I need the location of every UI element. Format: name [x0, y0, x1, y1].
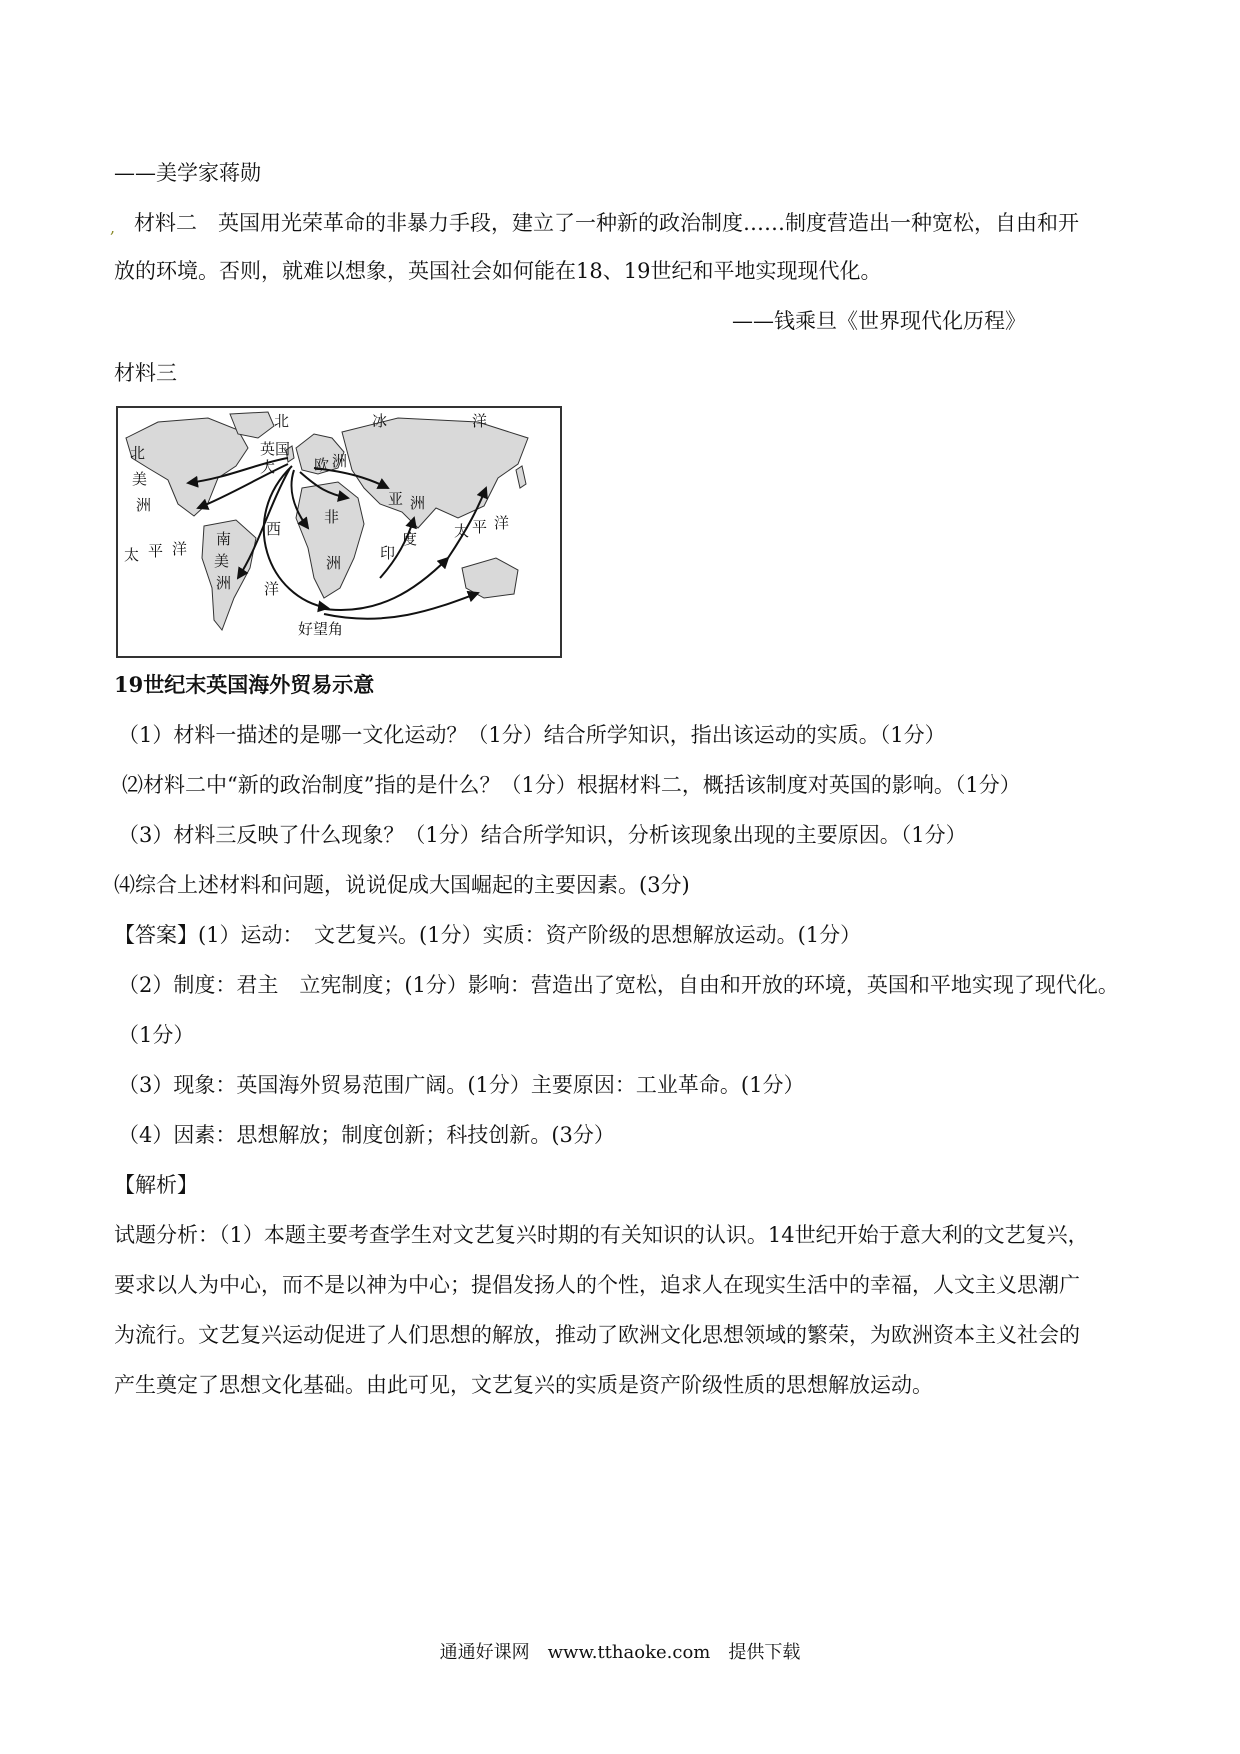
map-label-africa-2: 洲 — [326, 554, 342, 572]
map-label-south: 南 — [216, 530, 232, 548]
map-label-yang-arctic: 洋 — [472, 412, 488, 430]
map-label-cape-of-good-hope: 好望角 — [298, 620, 344, 638]
trade-map-figure — [116, 406, 562, 658]
africa-shape — [296, 482, 364, 598]
analysis-heading: 【解析】 — [114, 1173, 198, 1197]
map-label-america-s: 美 — [214, 552, 230, 570]
stray-mark: , — [110, 218, 116, 237]
asia-shape — [342, 418, 528, 528]
question-3: （3）材料三反映了什么现象？（1分）结合所学知识，分析该现象出现的主要原因。（1分） — [118, 823, 967, 847]
analysis-paragraph-3: 为流行。文艺复兴运动促进了人们思想的解放，推动了欧洲文化思想领域的繁荣，为欧洲资本主义社会的 — [114, 1323, 1080, 1347]
analysis-paragraph-1: 试题分析：（1）本题主要考查学生对文艺复兴时期的有关知识的认识。14世纪开始于意大利的文艺复兴， — [114, 1223, 1089, 1247]
map-label-britain: 英国 — [260, 440, 291, 458]
map-label-pacific-w-2: 平 — [148, 542, 164, 560]
map-label-america-n: 美 — [132, 470, 148, 488]
material-three-heading: 材料三 — [114, 361, 177, 385]
map-label-pacific-e-3: 洋 — [494, 514, 510, 532]
question-4: ⑷综合上述材料和问题，说说促成大国崛起的主要因素。(3分) — [114, 873, 690, 897]
map-label-du: 度 — [402, 530, 418, 548]
map-label-asia-1: 亚 — [388, 490, 404, 508]
map-label-pacific-w-1: 太 — [124, 546, 140, 564]
question-1: （1）材料一描述的是哪一文化运动？（1分）结合所学知识，指出该运动的实质。（1分） — [118, 723, 946, 747]
australia-shape — [462, 558, 518, 598]
map-label-continent-n: 洲 — [136, 496, 152, 514]
map-caption: 19世纪末英国海外贸易示意 — [114, 672, 375, 697]
answer-1: 【答案】(1）运动： 文艺复兴。(1分）实质：资产阶级的思想解放运动。(1分） — [114, 923, 862, 947]
analysis-paragraph-2: 要求以人为中心，而不是以神为中心；提倡发扬人的个性，追求人在现实生活中的幸福，人文主义思潮广 — [114, 1273, 1080, 1297]
map-label-bing: 冰 — [372, 412, 388, 430]
attribution-jiang-xun: ——美学家蒋勋 — [114, 161, 261, 185]
map-label-continent-s: 洲 — [216, 574, 232, 592]
answer-2-cont: （1分） — [118, 1023, 195, 1047]
map-label-pacific-e-1: 太 — [454, 522, 470, 540]
map-label-asia-2: 洲 — [410, 494, 426, 512]
map-label-europe-1: 欧 — [314, 456, 330, 474]
map-label-yin: 印 — [380, 544, 396, 562]
answer-3: （3）现象：英国海外贸易范围广阔。(1分）主要原因：工业革命。(1分） — [118, 1073, 805, 1097]
map-label-africa-1: 非 — [324, 508, 340, 526]
map-label-pacific-w-3: 洋 — [172, 540, 188, 558]
map-label-da: 大 — [260, 458, 276, 476]
map-label-xi: 西 — [266, 520, 282, 538]
question-2: ⑵材料二中“新的政治制度”指的是什么？（1分）根据材料二，概括该制度对英国的影响。（1分） — [122, 773, 1021, 797]
route-cape-to-australia — [324, 593, 478, 619]
answer-2: （2）制度：君主 立宪制度；(1分）影响：营造出了宽松，自由和开放的环境，英国和平地实现了现代化。 — [118, 973, 1119, 997]
map-label-europe-2: 洲 — [332, 452, 348, 470]
page-footer: 通通好课网 www.tthaoke.com 提供下载 — [439, 1642, 801, 1663]
world-map-illustration — [118, 408, 560, 656]
attribution-qian-chengdan: ——钱乘旦《世界现代化历程》 — [732, 309, 1026, 333]
map-label-pacific-e-2: 平 — [472, 518, 488, 536]
map-label-north: 北 — [130, 444, 146, 462]
map-label-bei: 北 — [274, 412, 290, 430]
material-two-line-2: 放的环境。否则，就难以想象，英国社会如何能在18、19世纪和平地实现现代化。 — [114, 259, 882, 283]
japan-shape — [516, 466, 526, 488]
material-two-line-1: 材料二 英国用光荣革命的非暴力手段，建立了一种新的政治制度……制度营造出一种宽松，自由和开 — [134, 211, 1079, 235]
map-label-atlantic: 洋 — [264, 580, 280, 598]
answer-4: （4）因素：思想解放；制度创新；科技创新。(3分） — [118, 1123, 615, 1147]
analysis-paragraph-4: 产生奠定了思想文化基础。由此可见，文艺复兴的实质是资产阶级性质的思想解放运动。 — [114, 1373, 933, 1397]
